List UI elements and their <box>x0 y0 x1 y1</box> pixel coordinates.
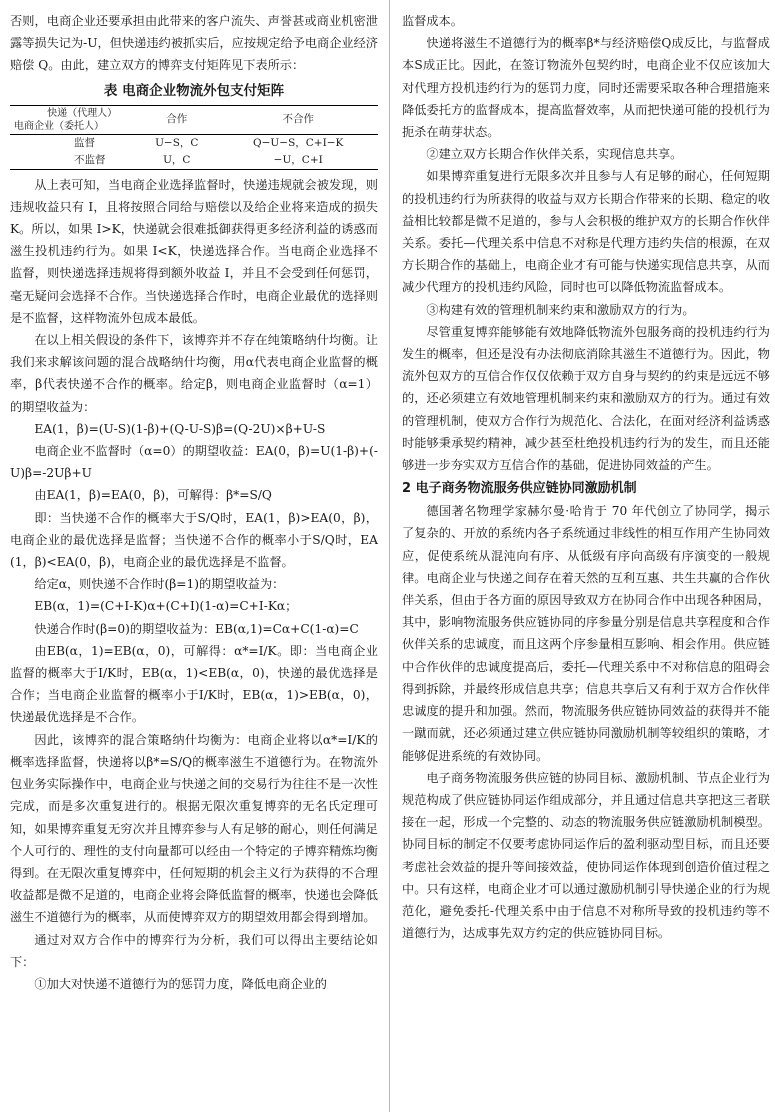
paragraph: 电子商务物流服务供应链的协同目标、激励机制、节点企业行为规范构成了供应链协同运作组成部分，并且通过信息共享把这三者联接在一起，形成一个完整的、动态的物流服务供应链激励机制模型。协同目标的制定不仅要考虑协同运作后的盈利驱动型目标，而且还要考虑社会效益的提升等间接效益，使协同运作体现到创造价值过程之中。只有这样，电商企业才可以通过激励机制引导快递企业的行为规范化，避免委托-代理关系中由于信息不对称所导致的投机违约等不道德行为，达成事先双方约定的供应链协同目标。 <box>402 770 770 941</box>
left-column <box>10 10 378 995</box>
row-label: 不监督 <box>74 153 106 166</box>
paragraph: 否则，电商企业还要承担由此带来的客户流失、声誉甚或商业机密泄露等损失记为-U，但快递违约被抓实后，应按规定给予电商企业经济赔偿 Q。由此，建立双方的博弈支付矩阵见下表所示： <box>10 14 378 73</box>
equation: EA(1，β)=(U-S)(1-β)+(Q-U-S)β=(Q-2U)×β+U-S <box>34 421 326 436</box>
table-cell: U，C <box>163 153 191 166</box>
paragraph: 从上表可知，当电商企业选择监督时，快递违规就会被发现，则违规收益只有 I，且将按照合同给与赔偿以及给企业将来造成的损失 K。所以，如果 I>K，快递就会很难抵御获得更多经济利益的诱惑而滋生投机违约行为。如果 I<K，快递选择合作。当电商企业选择不监督，则快递选择违规将得到额外收益 I，并且不会受到任何惩罚，毫无疑问会选择不合作。当快递选择合作时，电商企业最优的选择则是不监督，这样物流外包成本最低。 <box>10 177 378 325</box>
paragraph: 尽管重复博弈能够能有效地降低物流外包服务商的投机违约行为发生的概率，但还是没有办法彻底消除其滋生不道德行为。因此，物流外包双方的互信合作仅仅依赖于双方自身与契约的约束是远远不够的，还必须建立有效地管理机制来约束和激励双方的行为。通过有效的管理机制，使双方合作行为规范化、合法化，在面对经济利益诱惑时能够秉承契约精神，减少甚至杜绝投机违约行为的发生，而且还能够进一步夯实双方互信合作的基础，促进协同效益的产生。 <box>402 324 770 473</box>
paragraph: 即：当快递不合作的概率大于S/Q时，EA(1，β)>EA(0，β)，电商企业的最优选择是监督；当快递不合作的概率小于S/Q时，EA(1，β)<EA(0，β)，电商企业的最优选择是不监督。 <box>10 510 378 570</box>
section-heading: 2 电子商务物流服务供应链协同激励机制 <box>402 481 637 497</box>
column-header-not-cooperate: 不合作 <box>282 113 314 126</box>
table-row <box>10 134 378 152</box>
paragraph: 给定α，则快递不合作时(β=1)的期望收益为： <box>34 577 285 592</box>
paragraph: 因此，该博弈的混合策略纳什均衡为：电商企业将以α*=I/K的概率选择监督，快递将以β*=S/Q的概率滋生不道德行为。在物流外包业务实际操作中，电商企业与快递之间的交易行为往往不是一次性完成，而是多次重复进行的。根据无限次重复博弈的无名氏定理可知，如果博弈重复无穷次并且博弈参与人有足够的耐心，则任何满足个人可行的、理性的支付向量都可以经由一个特定的子博弈精炼均衡得到。在无限次重复博弈中，任何短期的机会主义行为获得的不合理收益都是微不足道的，电商企业将会降低监督的概率，快递也会降低滋生不道德行为的概率，从而使博弈双方的期望效用都会得到增加。 <box>10 732 378 925</box>
paragraph: 由EA(1，β)=EA(0，β)，可解得：β*=S/Q <box>34 488 272 503</box>
paragraph: 通过对双方合作中的博弈行为分析，我们可以得出主要结论如下： <box>10 932 378 969</box>
row-group-header: 电商企业（委托人） <box>14 120 104 132</box>
paragraph: ①加大对快递不道德行为的惩罚力度，降低电商企业的 <box>34 976 327 991</box>
paragraph: 在以上相关假设的条件下，该博弈并不存在纯策略纳什均衡。让我们来求解该问题的混合战略纳什均衡，用α代表电商企业监督的概率，β代表快递不合作的概率。给定β，则电商企业监督时（α=1）的期望收益为： <box>10 333 378 414</box>
list-item: ③构建有效的管理机制来约束和激励双方的行为。 <box>426 302 695 317</box>
paragraph: 电商企业不监督时（α=0）的期望收益：EA(0，β)=U(1-β)+(-U)β=-2Uβ+U <box>10 444 378 481</box>
column-divider <box>389 0 390 1112</box>
table-cell: Q−U−S，C+I−K <box>253 136 344 149</box>
paragraph: 监督成本。 <box>402 14 463 28</box>
table-title: 表 电商企业物流外包支付矩阵 <box>103 82 285 99</box>
column-group-header: 快递（代理人） <box>47 107 118 119</box>
row-label: 监督 <box>74 136 95 149</box>
table-row <box>10 152 378 170</box>
paragraph: 如果博弈重复进行无限多次并且参与人有足够的耐心，任何短期的投机违约行为所获得的收益与双方长期合作带来的长期、稳定的收益相比较都是微不足道的，参与人会积极的维护双方的长期合作伙伴关系。委托—代理关系中信息不对称是代理方违约失信的根源，在双方长期合作的基础上，电商企业才有可能与快递实现信息共享，从而减少代理方的投机违约风险，同时也可以降低物流监督成本。 <box>402 169 770 295</box>
table-corner-header <box>10 105 135 134</box>
paragraph: 快递将滋生不道德行为的概率β*与经济赔偿Q成反比，与监督成本S成正比。因此，在签订物流外包契约时，电商企业不仅应该加大对代理方投机违约行为的惩罚力度，同时还需要采取各种合理措施来降低委托方的监督成本，提高监督效率，从而把快递可能的投机行为扼杀在萌芽状态。 <box>402 36 770 140</box>
list-item: ②建立双方长期合作伙伴关系，实现信息共享。 <box>426 147 683 162</box>
table-header-row <box>10 105 378 134</box>
paragraph: 快递合作时(β=0)的期望收益为：EB(α,1)=Cα+C(1-α)=C <box>34 621 359 636</box>
table-cell: −U，C+I <box>273 153 323 166</box>
right-column <box>402 10 770 944</box>
table-cell: U−S，C <box>155 136 199 149</box>
payoff-matrix-table <box>10 105 378 170</box>
equation: EB(α，1)=(C+I-K)α+(C+I)(1-α)=C+I-Kα； <box>34 599 298 614</box>
paragraph: 由EB(α，1)=EB(α，0)，可解得：α*=I/K。即：当电商企业监督的概率大于I/K时，EB(α，1)<EB(α，0)，快递的最优选择是合作；当电商企业监督的概率小于I/K时，EB(α，1)>EB(α，0)，快递最优选择是不合作。 <box>10 643 378 725</box>
column-header-cooperate: 合作 <box>166 113 188 126</box>
paragraph: 德国著名物理学家赫尔曼·哈肯于 70 年代创立了协同学，揭示了复杂的、开放的系统内各子系统通过非线性的相互作用产生协同效应，促使系统从混沌向有序、从低级有序向高级有序演变的一般规律。电商企业与快递之间存在着天然的互利互惠、共生共赢的合作伙伴关系，但由于各方面的原因导致双方在协同合作中出现各种困局，其中，影响物流服务供应链协同的序参量分别是信息共享程度和合作伙伴关系的忠诚度，而且这两个序参量相互影响、相会作用。供应链中合作伙伴的忠诚度提高后，委托—代理关系中不对称信息的阻碍会得到拆除，并最终形成信息共享；信息共享后又有利于双方合作伙伴忠诚度的提升和加强。然而，物流服务供应链协同效益的获得并不能一蹴而就，还必须通过建立供应链协同激励机制等较组织的策略，才能够促进系统的有效协同。 <box>402 504 770 763</box>
